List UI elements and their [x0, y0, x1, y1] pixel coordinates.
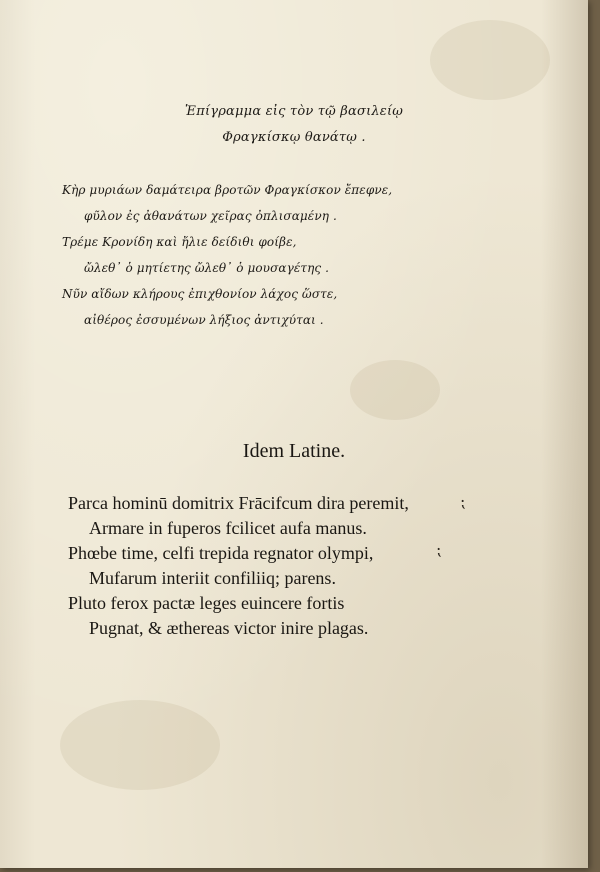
paper-stain: [350, 360, 440, 420]
margin-bracket-mark: ⁏: [436, 540, 442, 559]
greek-verse-5: Νῦν αἴδων κλήρους ἐπιχθονίον λάχος ὥστε,: [62, 287, 338, 301]
greek-title-line-1: Ἐπίγραμμα εἰς τὸν τῷ βασιλείῳ: [184, 104, 404, 119]
paper-stain: [60, 700, 220, 790]
latin-verse-1: Parca hominū domitrix Frācifcum dira peremit,: [68, 493, 409, 513]
latin-heading: Idem Latine.: [242, 440, 346, 462]
latin-verse-3: Phœbe time, celfi trepida regnator olympi,: [68, 543, 374, 563]
greek-verse-3: Τρέμε Κρονίδη καὶ ἤλιε δείδιθι φοίβε,: [62, 235, 297, 249]
greek-verse-4: ὤλεθ᾽ ὁ μητίετης ὤλεθ᾽ ὁ μουσαγέτης .: [84, 261, 330, 275]
latin-verse-2: Armare in fuperos fcilicet aufa manus.: [89, 518, 367, 538]
greek-verse-6: αἰθέρος ἐσσυμένων λήξιος ἀντιχύται .: [84, 313, 324, 327]
paper-stain: [430, 20, 550, 100]
greek-title-line-2: Φραγκίσκῳ θανάτῳ .: [222, 130, 366, 145]
greek-verse-1: Κὴρ μυριάων δαμάτειρα βροτῶν Φραγκίσκον ἔπεφνε,: [62, 183, 393, 197]
latin-verse-4: Mufarum interiit confiliiq; parens.: [89, 568, 336, 588]
margin-bracket-mark: ⁏: [460, 492, 466, 511]
latin-verse-6: Pugnat, & æthereas victor inire plagas.: [89, 618, 369, 638]
greek-verse-2: φῦλον ἐς ἀθανάτων χεῖρας ὀπλισαμένη .: [84, 209, 337, 223]
latin-verse-5: Pluto ferox pactæ leges euincere fortis: [68, 593, 345, 613]
